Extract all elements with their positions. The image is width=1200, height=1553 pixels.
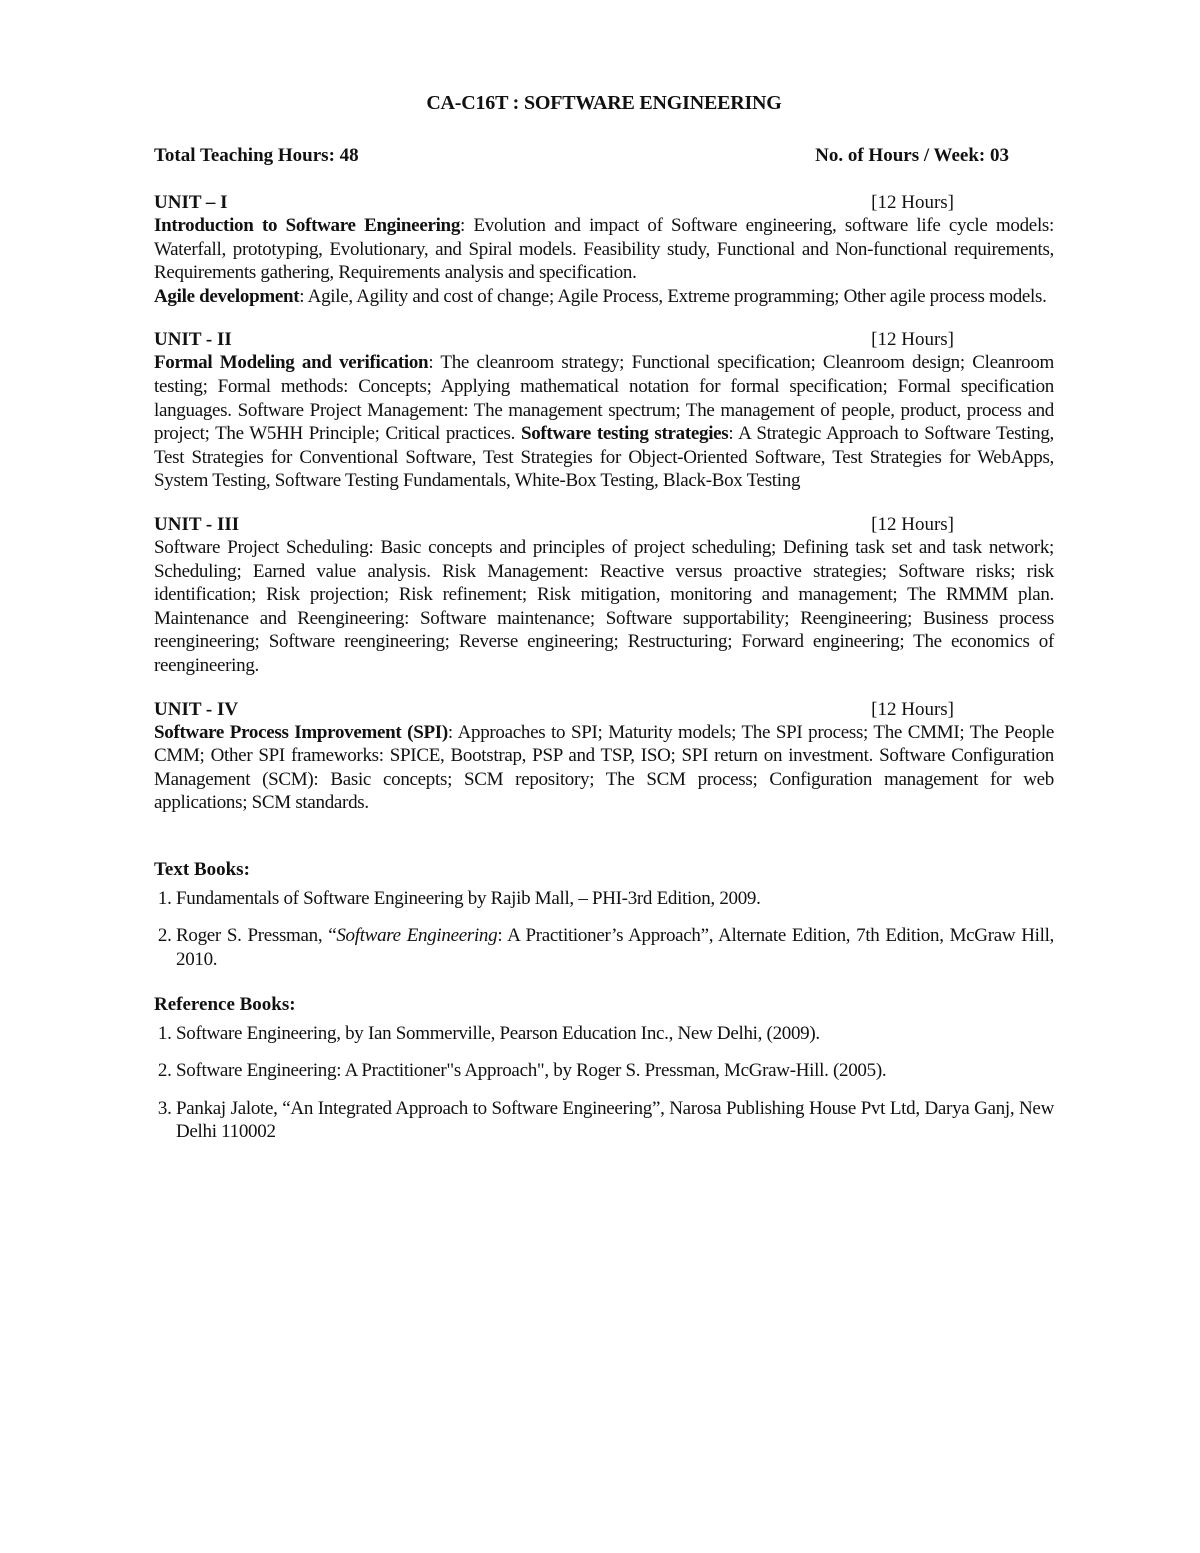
text-books-list (154, 887, 1054, 972)
topic-heading: Software testing strategies (520, 423, 729, 445)
unit-hours: [12 Hours] (871, 513, 954, 535)
unit-heading (154, 513, 1054, 536)
unit-description (154, 721, 1054, 815)
list-item (176, 924, 1054, 971)
document-title: CA-C16T : SOFTWARE ENGINEERING (426, 92, 782, 114)
book-text: Roger S. Pressman, “ (176, 925, 337, 947)
hours-per-week: No. of Hours / Week: 03 (815, 145, 1009, 166)
unit-1 (154, 191, 1054, 308)
list-item: 2. Software Engineering: A Practitioner"s Approach", by Roger S. Pressman, McGraw-Hill. (2005). (176, 1059, 1054, 1083)
list-item: 1. Software Engineering, by Ian Sommerville, Pearson Education Inc., New Delhi, (2009). (176, 1022, 1054, 1046)
hours-line (154, 145, 1054, 167)
unit-4 (154, 698, 1054, 815)
unit-name: UNIT - III (154, 513, 240, 535)
topic-text: : Evolution and impact of Software engineering, software life cycle models: Waterfall, prototyping, Evolutionary, and Spiral models. Feasibility study, Functional and Non-functional requirements, Requirements gathering, Requirements analysis and specification. (154, 215, 1054, 284)
reference-books-list (154, 1022, 1054, 1144)
topic-heading: Software Process Improvement (SPI) (154, 721, 448, 743)
unit-hours: [12 Hours] (871, 698, 954, 720)
topic-text: Software Project Scheduling: Basic concepts and principles of project scheduling; Defining task set and task network; Scheduling; Earned value analysis. Risk Management: Reactive versus proactive strategies; Software risks; risk identification; Risk projection; Risk refinement; Risk mitigation, monitoring and management; The RMMM plan. Maintenance and Reengineering: Software maintenance; Software supportability; Reengineering; Business process reengineering; Software reengineering; Reverse engineering; Restructuring; Forward engineering; The economics of reengineering. (154, 536, 1054, 676)
unit-3 (154, 513, 1054, 678)
unit-hours: [12 Hours] (871, 192, 954, 213)
reference-books-heading: Reference Books: (154, 993, 296, 1015)
book-text: : A Practitioner’s Approach”, Alternate Edition, 7th Edition, McGraw Hill, 2010. (176, 925, 1055, 971)
topic-text: : Agile, Agility and cost of change; Agile Process, Extreme programming; Other agile process models. (299, 285, 1047, 307)
list-item: 3. Pankaj Jalote, “An Integrated Approach to Software Engineering”, Narosa Publishing House Pvt Ltd, Darya Ganj, New Delhi 110002 (176, 1097, 1054, 1144)
reference-books-section (154, 994, 1054, 1144)
unit-description (154, 214, 1054, 308)
unit-description (154, 351, 1054, 493)
unit-name: UNIT - IV (154, 698, 239, 720)
topic-heading: Introduction to Software Engineering (154, 215, 461, 236)
unit-description (154, 536, 1054, 678)
topic-heading: Formal Modeling and verification (154, 352, 429, 374)
book-text: Fundamentals of Software Engineering by Rajib Mall, – PHI-3rd Edition, 2009. (176, 887, 761, 909)
book-title-italic: Software Engineering (336, 925, 498, 947)
text-books-section (154, 859, 1054, 972)
unit-name: UNIT – I (154, 192, 228, 213)
topic-heading: Agile development (154, 285, 300, 307)
unit-hours: [12 Hours] (871, 329, 954, 351)
syllabus-page (154, 92, 1054, 1144)
unit-heading (154, 328, 1054, 351)
unit-2 (154, 328, 1054, 493)
total-teaching-hours: Total Teaching Hours: 48 (154, 145, 359, 166)
list-item (176, 887, 1054, 911)
topic-text: : Approaches to SPI; Maturity models; The SPI process; The CMMI; The People CMM; Other SPI frameworks: SPICE, Bootstrap, PSP and TSP, ISO; SPI return on investment. Software Configuration Management (SCM): Basic concepts; SCM repository; The SCM process; Configuration management for web applications; SCM standards. (154, 721, 1055, 814)
topic-text: : A Strategic Approach to Software Testing, Test Strategies for Conventional Software, Test Strategies for Object-Oriented Software, Test Strategies for WebApps, System Testing, Software Testing Fundamentals, White-Box Testing, Black-Box Testing (154, 423, 1054, 492)
text-books-heading: Text Books: (154, 858, 250, 880)
unit-name: UNIT - II (154, 329, 232, 351)
unit-heading (154, 698, 1054, 721)
unit-heading (154, 191, 1054, 214)
topic-text: : The cleanroom strategy; Functional specification; Cleanroom design; Cleanroom testing; Formal methods: Concepts; Applying mathematical notation for formal specification; Formal specification languages. Software Project Management: The management spectrum; The management of people, product, process and project; The W5HH Principle; Critical practices. (154, 352, 1055, 445)
